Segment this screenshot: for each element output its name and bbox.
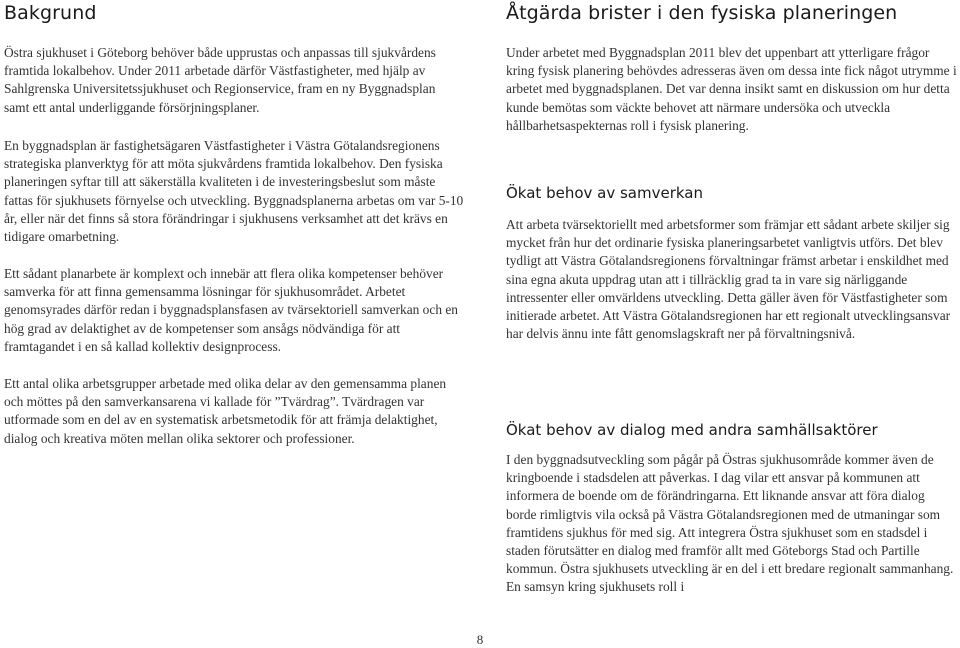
paragraph: Ett sådant planarbete är komplext och innebär att flera olika kompetenser behöver samverka för att finna gemensamma lösningar för sjukhusområdet. Arbetet genomsyrades därför redan i byggnadsplansfasen av tvärsektoriell samverkan och en hög grad av delaktighet av de kompetenser som ansågs nödvändiga för att framtagandet i en så kallad kollektiv designprocess. — [4, 266, 459, 354]
subheading-samverkan: Ökat behov av samverkan — [506, 184, 703, 202]
section-heading-atgarda-brister: Åtgärda brister i den fysiska planeringen — [506, 2, 898, 24]
paragraph: En byggnadsplan är fastighetsägaren Västfastigheter i Västra Götalandsregionens strategiska planverktyg för att möta sjukvårdens framtida lokalbehov. Den fysiska planeringen syftar till att säkerställa kvaliteten i de investeringsbeslut som måste fattas för sjukhusets förnyelse och utveckling. Byggnadsplanerna arbetas om var 5-10 år, eller när det finns så stora förändringar i sjukhusens verksamhet att det krävs en tidigare omarbetning. — [4, 138, 464, 245]
subheading-dialog: Ökat behov av dialog med andra samhällsaktörer — [506, 421, 878, 439]
paragraph: I den byggnadsutveckling som pågår på Östras sjukhusområde kommer även de kringboende i stadsdelen att påverkas. I dag vilar ett ansvar på kommunen att informera de boende om de förändringarna. Ett liknande ansvar att föra dialog borde rimligtvis vila också på Västra Götalandsregionen med de utmaningar som framtidens sjukhus för med sig. Att integrera Östra sjukhuset som en stadsdel i staden förutsätter en dialog med framför allt med Göteborgs Stad och Partille kommun. Östra sjukhusets utveckling är en del i ett bredare regionalt sammanhang. En samsyn kring sjukhusets roll i — [506, 452, 954, 595]
section-heading-bakgrund: Bakgrund — [4, 2, 97, 24]
paragraph: Ett antal olika arbetsgrupper arbetade med olika delar av den gemensamma planen och möttes på den samverkansarena vi kallade för ”Tvärdrag”. Tvärdragen var utformade som en del av en systematisk arbetsmetodik för att främja delaktighet, dialog och kreativa möten mellan olika sektorer och professioner. — [4, 376, 447, 446]
paragraph: Östra sjukhuset i Göteborg behöver både upprustas och anpassas till sjukvårdens framtida lokalbehov. Under 2011 arbetade därför Västfastigheter, med hjälp av Sahlgrenska Universitetssjukhuset och Regionservice, fram en ny Byggnadsplan samt ett antal underliggande försörjningsplaner. — [4, 45, 436, 115]
paragraph: Att arbeta tvärsektoriellt med arbetsformer som främjar ett sådant arbete skiljer sig mycket från hur det ordinarie fysiska planeringsarbetet vanligtvis utförs. Det blev tydligt att Västra Götalandsregionens förvaltningar främst arbetar i enskildhet med sina egna akuta uppdrag utan att i tillräcklig grad ta in vare sig närliggande intressenter eller omvärldens utveckling. Detta gäller även för Västfastigheter som initierade arbetet. Att Västra Götalandsregionen har ett regionalt utvecklingsansvar har delvis ännu inte fått genomslagskraft ner på förvaltningsnivå. — [506, 217, 951, 342]
paragraph: Under arbetet med Byggnadsplan 2011 blev det uppenbart att ytterligare frågor kring fysisk planering behövdes adresseras även om dessa inte fick något utrymme i arbetet med byggnadsplanen. Det var denna insikt samt en diskussion om hur detta kunde bemötas som väckte behovet att närmare undersöka och utveckla hållbarhetsaspekternas roll i fysisk planering. — [506, 45, 957, 133]
page-number: 8 — [476, 632, 484, 647]
